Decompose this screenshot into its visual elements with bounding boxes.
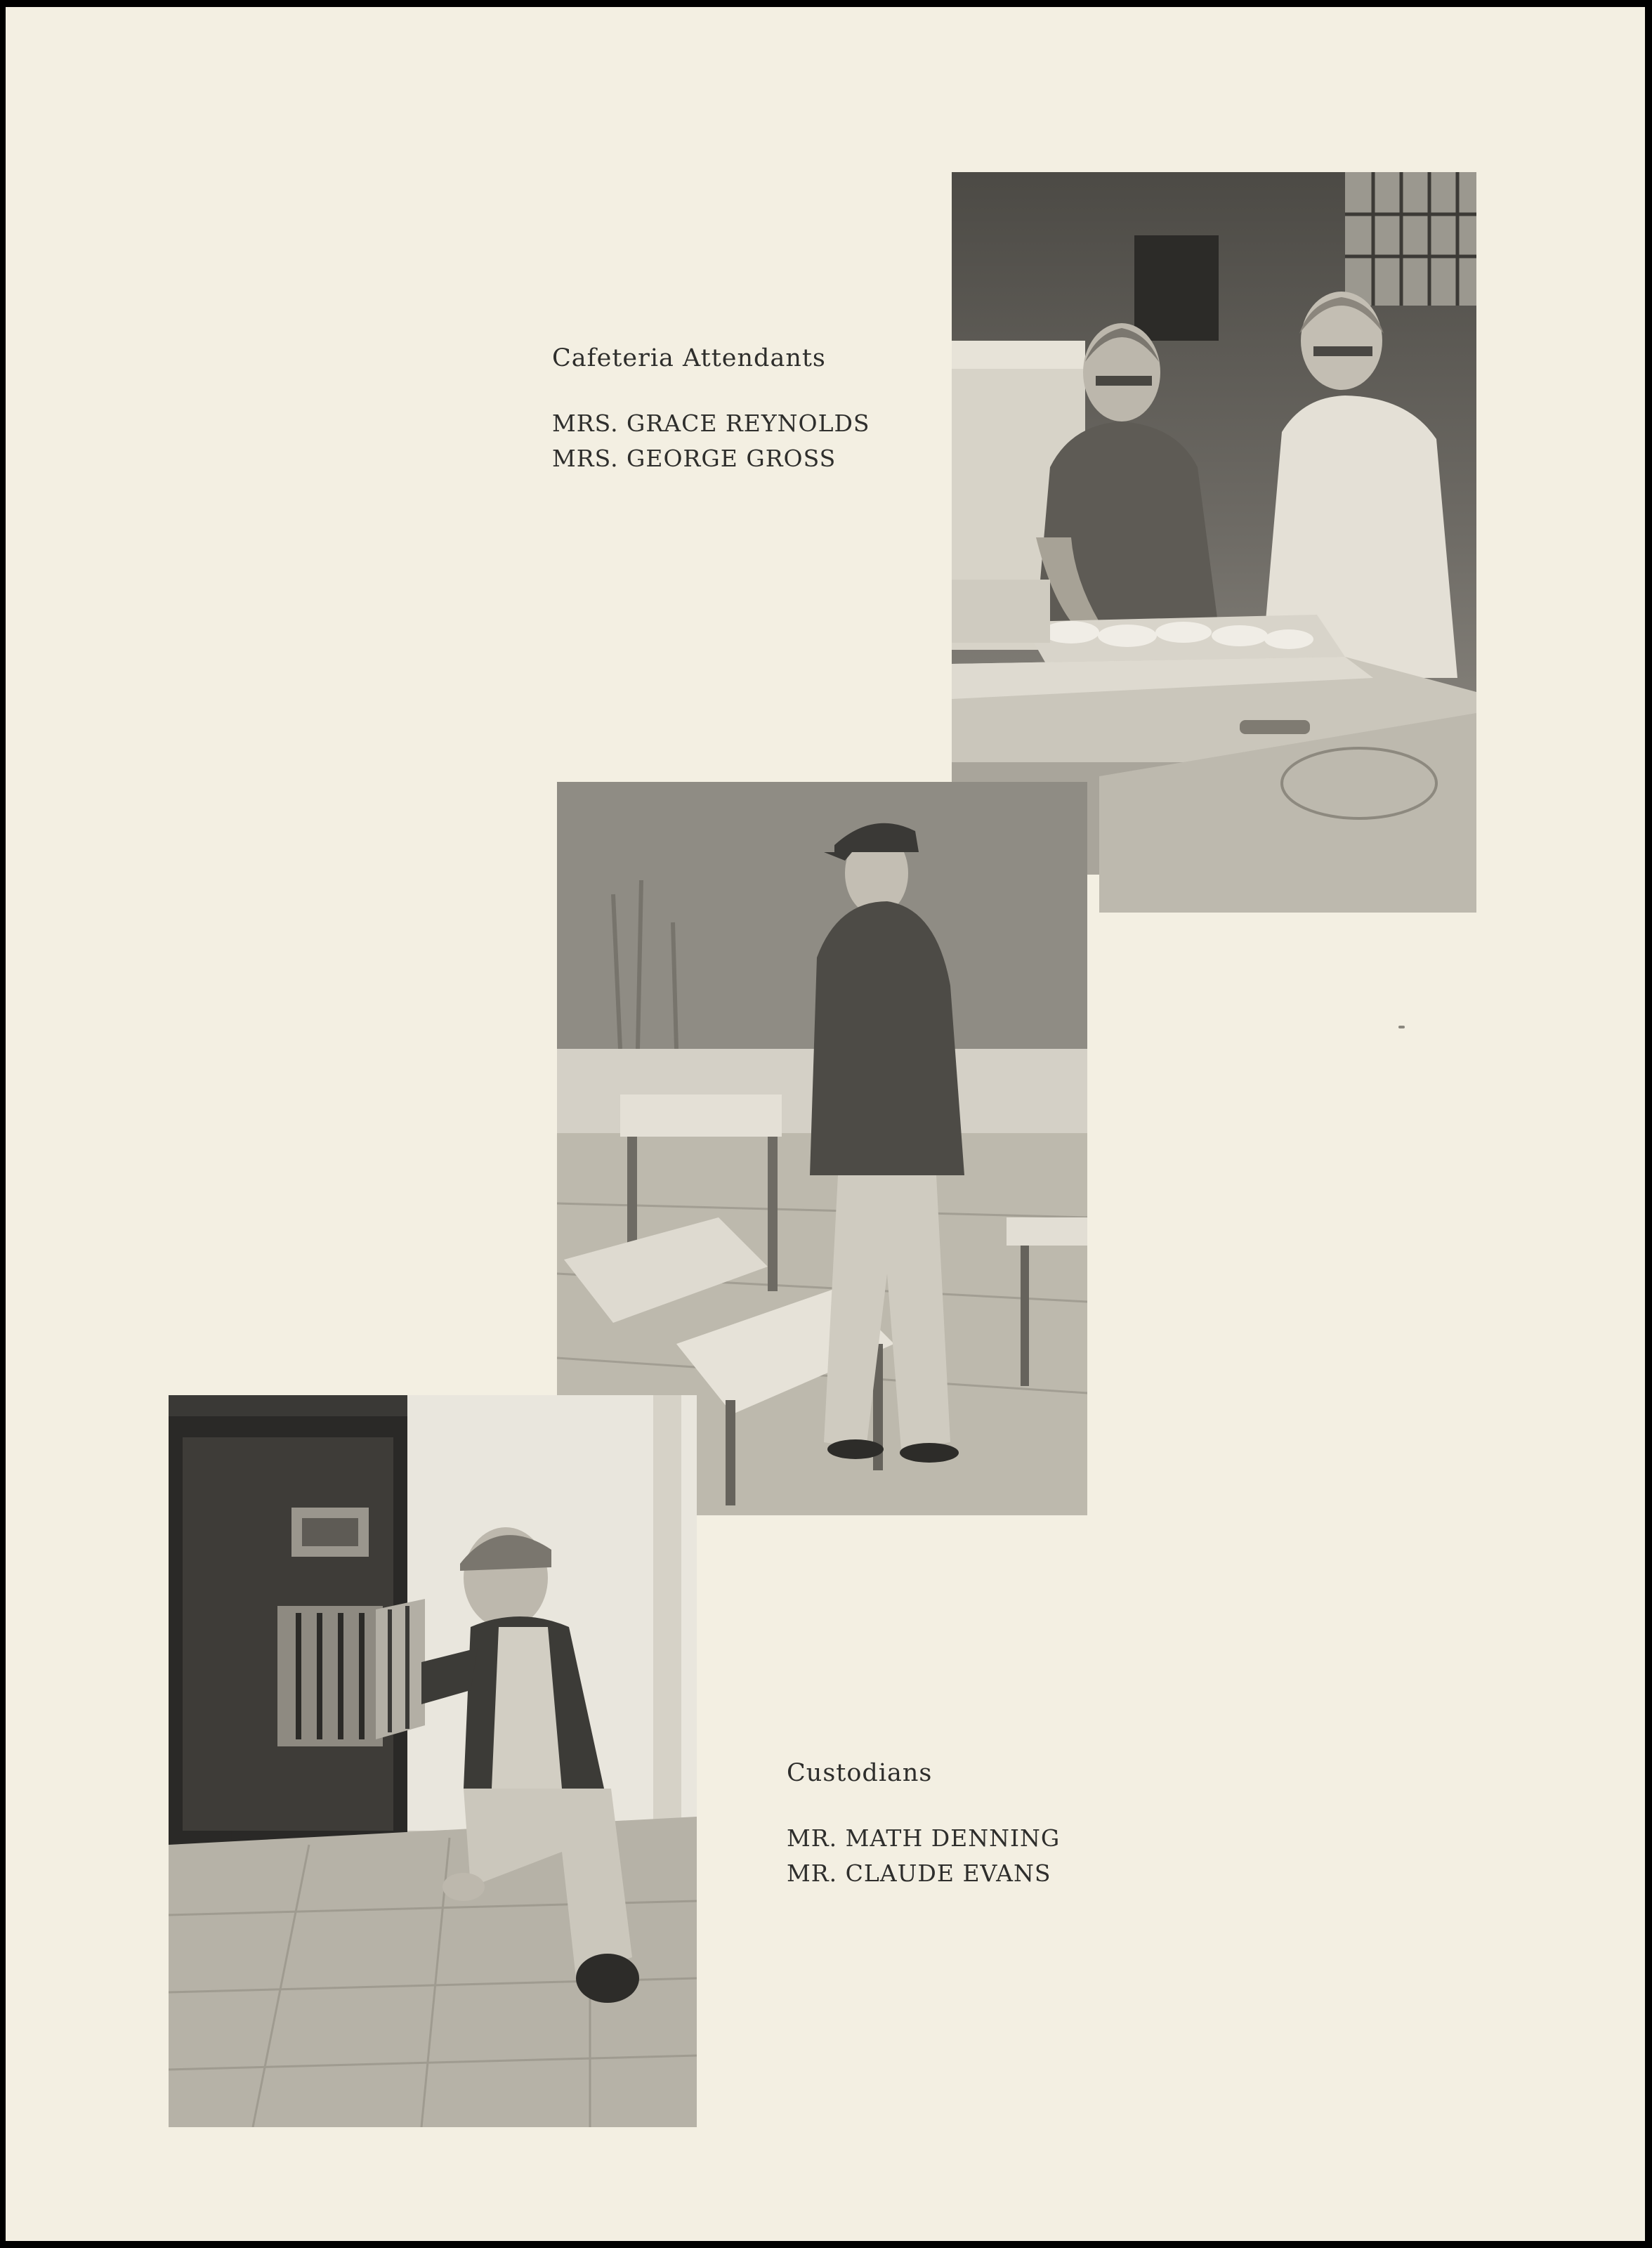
furnace-photo-image: [169, 1395, 697, 2127]
yearbook-page: [6, 7, 1645, 2241]
custodians-heading: Custodians: [787, 1759, 933, 1787]
cafeteria-heading: Cafeteria Attendants: [552, 344, 826, 372]
custodians-caption: [787, 1758, 1060, 1891]
custodian-name-1: MR. MATH DENNING: [787, 1824, 1061, 1852]
cafeteria-caption: [552, 343, 870, 476]
custodian-name-2: MR. CLAUDE EVANS: [787, 1860, 1051, 1887]
cafeteria-name-2: MRS. GEORGE GROSS: [552, 445, 837, 472]
furnace-photo: [169, 1395, 697, 2127]
paper-speck: [1398, 1026, 1405, 1028]
cafeteria-name-1: MRS. GRACE REYNOLDS: [552, 410, 870, 437]
